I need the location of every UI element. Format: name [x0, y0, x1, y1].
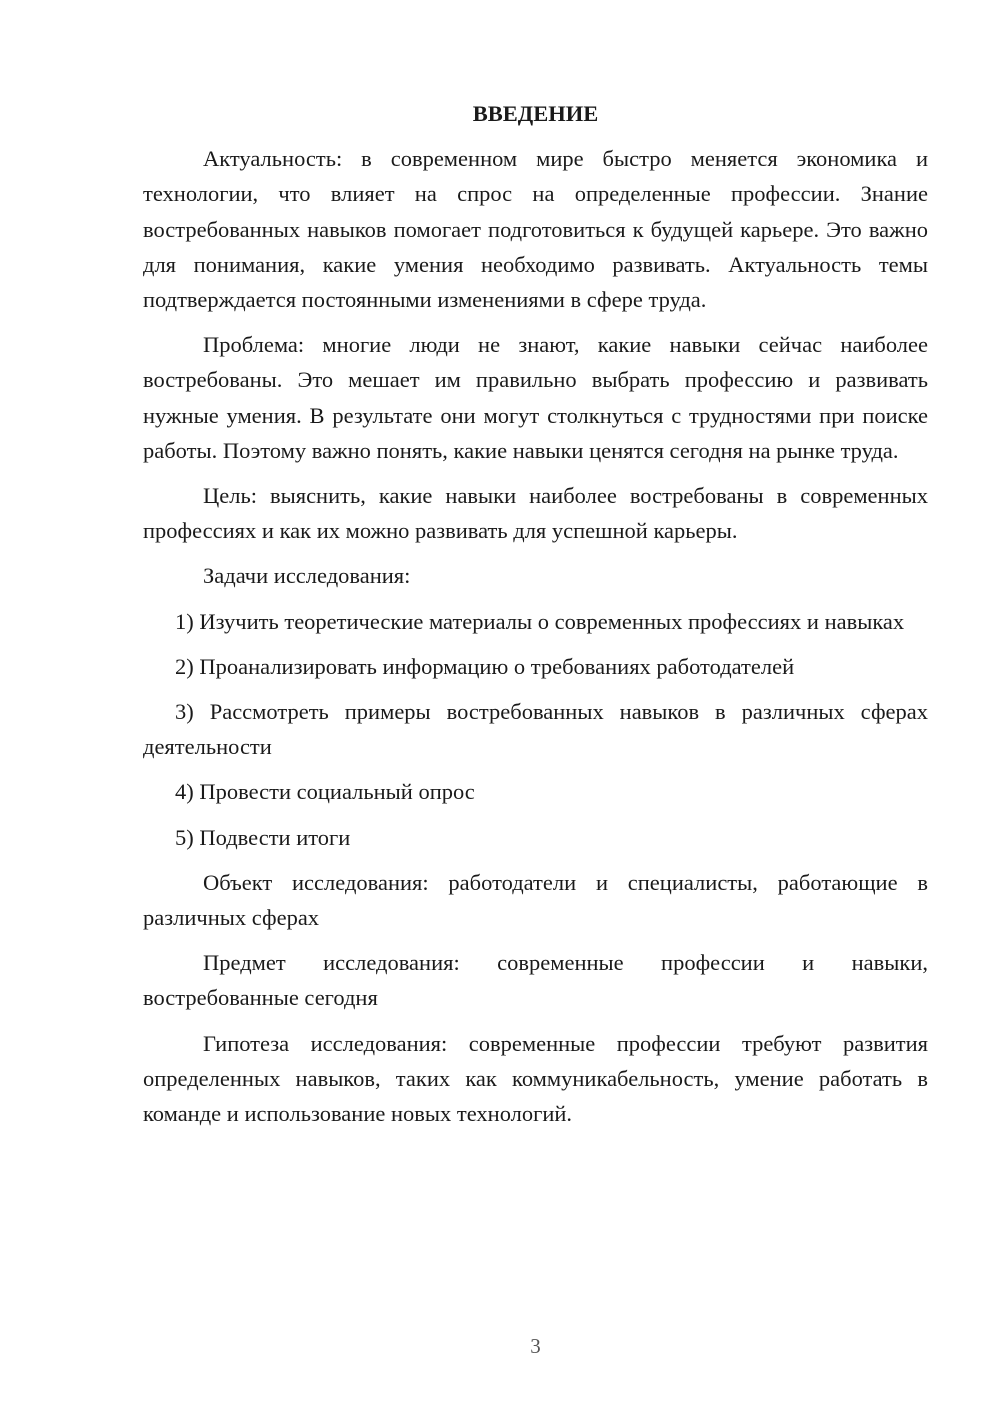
- relevance-paragraph: Актуальность: в современном мире быстро меняется экономика и технологии, что влияет на спрос на определенные профессии. Знание востребованных навыков помогает подготовиться к будущей карьере. Это важно для понимания, какие умения необходимо развивать. Актуальность темы подтверждается постоянными изменениями в сфере труда.: [143, 146, 928, 313]
- document-body: [143, 96, 928, 1141]
- task-item: 1) Изучить теоретические материалы о современных профессиях и навыках: [175, 608, 905, 634]
- section-title: ВВЕДЕНИЕ: [472, 101, 599, 126]
- page-number: 3: [530, 1334, 541, 1358]
- task-item: 3) Рассмотреть примеры востребованных навыков в различных сферах деятельности: [143, 699, 928, 760]
- task-item: 4) Провести социальный опрос: [175, 779, 475, 805]
- subject-paragraph: Предмет исследования: современные профессии и навыки, востребованные сегодня: [143, 950, 928, 1011]
- goal-paragraph: Цель: выяснить, какие навыки наиболее востребованы в современных профессиях и как их можно развивать для успешной карьеры.: [143, 483, 928, 544]
- hypothesis-paragraph: Гипотеза исследования: современные профессии требуют развития определенных навыков, таких как коммуникабельность, умение работать в команде и использование новых технологий.: [143, 1030, 928, 1127]
- task-item: 2) Проанализировать информацию о требованиях работодателей: [175, 653, 795, 679]
- task-item: 5) Подвести итоги: [175, 824, 351, 850]
- tasks-heading: Задачи исследования:: [203, 563, 411, 589]
- problem-paragraph: Проблема: многие люди не знают, какие навыки сейчас наиболее востребованы. Это мешает им правильно выбрать профессию и развивать нужные умения. В результате они могут столкнуться с трудностями при поиске работы. Поэтому важно понять, какие навыки ценятся сегодня на рынке труда.: [143, 332, 928, 463]
- object-paragraph: Объект исследования: работодатели и специалисты, работающие в различных сферах: [143, 869, 928, 931]
